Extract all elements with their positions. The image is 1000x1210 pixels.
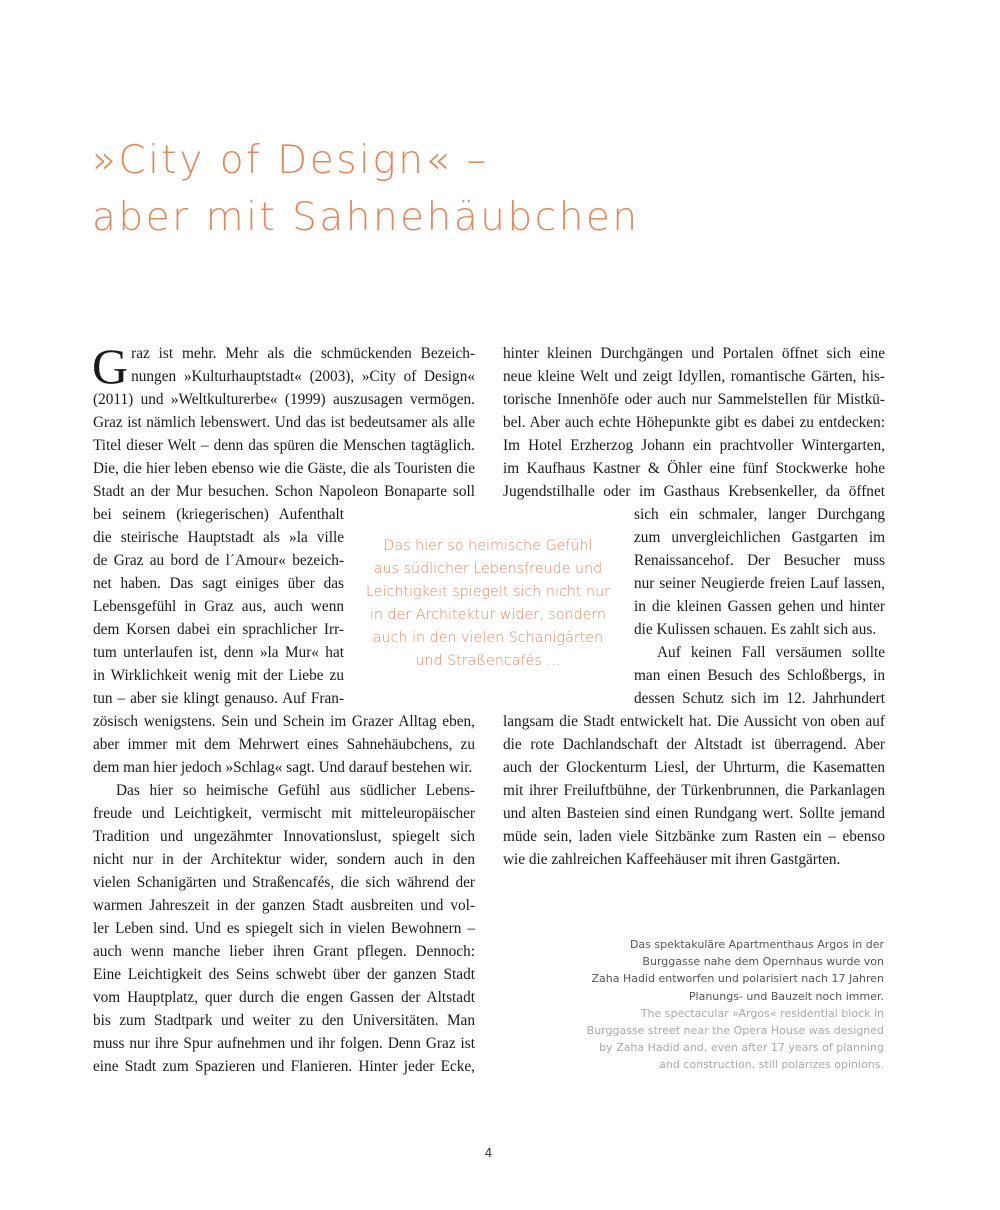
title-line-1: »City of Design« – (92, 138, 489, 183)
text-line: und alten Basteien sind einen Rundgang wert. Sollte jemand (503, 805, 885, 822)
caption-line: Planungs- und Bauzeit noch immer. (688, 989, 884, 1003)
text-line: dem Korsen dabei ein sprachlicher Irr- (93, 621, 344, 638)
text-line: (2011) und »Weltkulturerbe« (1999) auszusagen vermögen. (93, 391, 475, 408)
pull-quote-line: auch in den vielen Schanigärten (372, 630, 604, 646)
pull-quote (365, 535, 611, 673)
text-line: Auf keinen Fall versäumen sollte (657, 644, 885, 661)
text-line: tun – aber sie klingt genauso. Auf Fran- (93, 690, 344, 707)
text-line: torische Innenhöfe oder auch nur Sammelstellen für Mistkü- (503, 391, 885, 408)
text-line: die steirische Hauptstadt als »la ville (93, 529, 344, 546)
text-line: Renaissancehof. Der Besucher muss (634, 552, 885, 569)
text-line: net haben. Das sagt einiges über das (93, 575, 344, 592)
text-line: dessen Schutz sich im 12. Jahrhundert (634, 690, 885, 707)
caption-line: by Zaha Hadid and, even after 17 years of planning (599, 1041, 884, 1055)
text-line: nicht nur in der Architektur wider, sondern auch in den (93, 851, 475, 868)
text-line: Eine Leichtigkeit des Seins schwebt über der ganzen Stadt (93, 966, 475, 983)
text-line: Graz ist nämlich lebenswert. Und das ist bedeutsamer als alle (93, 414, 475, 431)
paragraph-schlossberg (503, 641, 885, 871)
drop-cap: G (92, 338, 129, 394)
text-line: Im Hotel Erzherzog Johann ein prachtvoller Wintergarten, (503, 437, 885, 454)
text-line: zösisch wenigstens. Sein und Schein im Grazer Alltag eben, (93, 713, 475, 730)
pull-quote-line: Leichtigkeit spiegelt sich nicht nur (365, 584, 611, 600)
pull-quote-line: aus südlicher Lebensfreude und (373, 561, 603, 577)
caption-line: Burggasse nahe dem Opernhaus wurde von (642, 955, 884, 969)
text-line: aber immer mit dem Mehrwert eines Sahnehäubchens, zu (93, 736, 475, 753)
text-line: mit ihrer Freiluftbühne, der Türkenbrunnen, die Parkanlagen (503, 782, 885, 799)
text-line: bis zum Stadtpark und weiter zu den Universitäten. Man (93, 1012, 475, 1029)
text-line: de Graz au bord de l´Amour« bezeich- (93, 552, 344, 569)
text-line: ler Leben sind. Und es spiegelt sich in vielen Bewohnern – (93, 920, 475, 937)
text-line: Das hier so heimische Gefühl aus südlicher Lebens- (116, 782, 475, 799)
text-line: freude und Leichtigkeit, vermischt mit mitteleuropäischer (93, 805, 475, 822)
text-line: neue kleine Welt und zeigt Idyllen, romantische Gärten, his- (503, 368, 885, 385)
caption-line: and construction, still polarizes opinions. (659, 1058, 884, 1072)
page-title (92, 132, 912, 246)
text-line: Jugendstilhalle oder im Gasthaus Krebsenkeller, da öffnet (503, 483, 885, 500)
text-line: sich ein schmaler, langer Durchgang (634, 506, 885, 523)
text-line: Die, die hier leben ebenso wie die Gäste, die als Touristen die (93, 460, 475, 477)
text-line: nur seiner Neugierde freien Lauf lassen, (634, 575, 885, 592)
title-line-2: aber mit Sahnehäubchen (92, 195, 640, 240)
text-line: nungen »Kulturhauptstadt« (2003), »City of Design« (131, 368, 475, 385)
caption-line: Zaha Hadid entworfen und polarisiert nach 17 Jahren (591, 972, 884, 986)
text-line: auch wenn manche lieber ihren Grant pflegen. Dennoch: (93, 943, 475, 960)
text-line: Lebensgefühl in Graz aus, auch wenn (93, 598, 344, 615)
text-line: muss nur ihre Spur aufnehmen und ihr folgen. Denn Graz ist (93, 1035, 475, 1052)
caption-english (560, 1005, 884, 1074)
text-line: dem man hier jedoch »Schlag« sagt. Und darauf bestehen wir. (93, 759, 473, 776)
caption-line: Das spektakuläre Apartmenthaus Argos in der (629, 938, 884, 951)
body-column-left (92, 338, 475, 1078)
image-caption (560, 936, 884, 1074)
text-line: die Kulissen schauen. Es zahlt sich aus. (634, 621, 877, 638)
text-line: bei seinem (kriegerischen) Aufenthalt (93, 506, 344, 523)
text-line: hinter kleinen Durchgängen und Portalen öffnet sich eine (503, 345, 885, 362)
text-line: in Wirklichkeit wenig mit der Liebe zu (93, 667, 344, 684)
caption-german (560, 936, 884, 1005)
text-line: vielen Schanigärten und Straßencafés, die sich während der (93, 874, 475, 891)
text-line: bel. Aber auch echte Höhepunkte gibt es dabei zu entdecken: (503, 414, 885, 431)
caption-line: Burggasse street near the Opera House was designed (586, 1024, 884, 1038)
paragraph-second (93, 779, 475, 1078)
text-line: langsam die Stadt entwickelt hat. Die Aussicht von oben auf (503, 713, 885, 730)
text-line: vom Hauptplatz, quer durch die engen Gassen der Altstadt (93, 989, 475, 1006)
text-line: wie die zahlreichen Kaffeehäuser mit ihren Gastgärten. (503, 851, 841, 868)
page-number: 4 (484, 1146, 493, 1160)
text-line: die rote Dachlandschaft der Altstadt ist überragend. Aber (503, 736, 885, 753)
text-line: im Kaufhaus Kastner & Öhler eine fünf Stockwerke hohe (503, 460, 885, 477)
text-line: zum unvergleichlichen Gastgarten im (634, 529, 885, 546)
text-line: man einen Besuch des Schloßbergs, in (634, 667, 885, 684)
caption-line: The spectacular »Argos« residential block in (640, 1006, 884, 1020)
text-line: Tradition und ungezähmter Innovationslust, spiegelt sich (93, 828, 475, 845)
text-line: auch der Glockenturm Liesl, der Uhrturm, die Kasematten (503, 759, 885, 776)
pull-quote-line: Das hier so heimische Gefühl (383, 538, 593, 554)
text-line: tum unterlaufen ist, denn »la Mur« hat (93, 644, 344, 661)
pull-quote-line: und Straßencafés … (415, 653, 561, 669)
text-line: müde sein, laden viele Sitzbänke zum Rasten ein – ebenso (503, 828, 885, 845)
text-line: in die kleinen Gassen gehen und hinter (634, 598, 885, 615)
text-line: Stadt an der Mur besuchen. Schon Napoleon Bonaparte soll (93, 483, 475, 500)
text-line: Titel dieser Welt – denn das spüren die Menschen tagtäglich. (93, 437, 475, 454)
text-line: raz ist mehr. Mehr als die schmückenden Bezeich- (131, 345, 475, 362)
pull-quote-line: in der Architektur wider, sondern (369, 607, 607, 623)
text-line: warmen Jahreszeit in der ganzen Stadt ausbreiten und vol- (93, 897, 475, 914)
text-line: eine Stadt zum Spazieren und Flanieren. Hinter jeder Ecke, (93, 1058, 475, 1075)
